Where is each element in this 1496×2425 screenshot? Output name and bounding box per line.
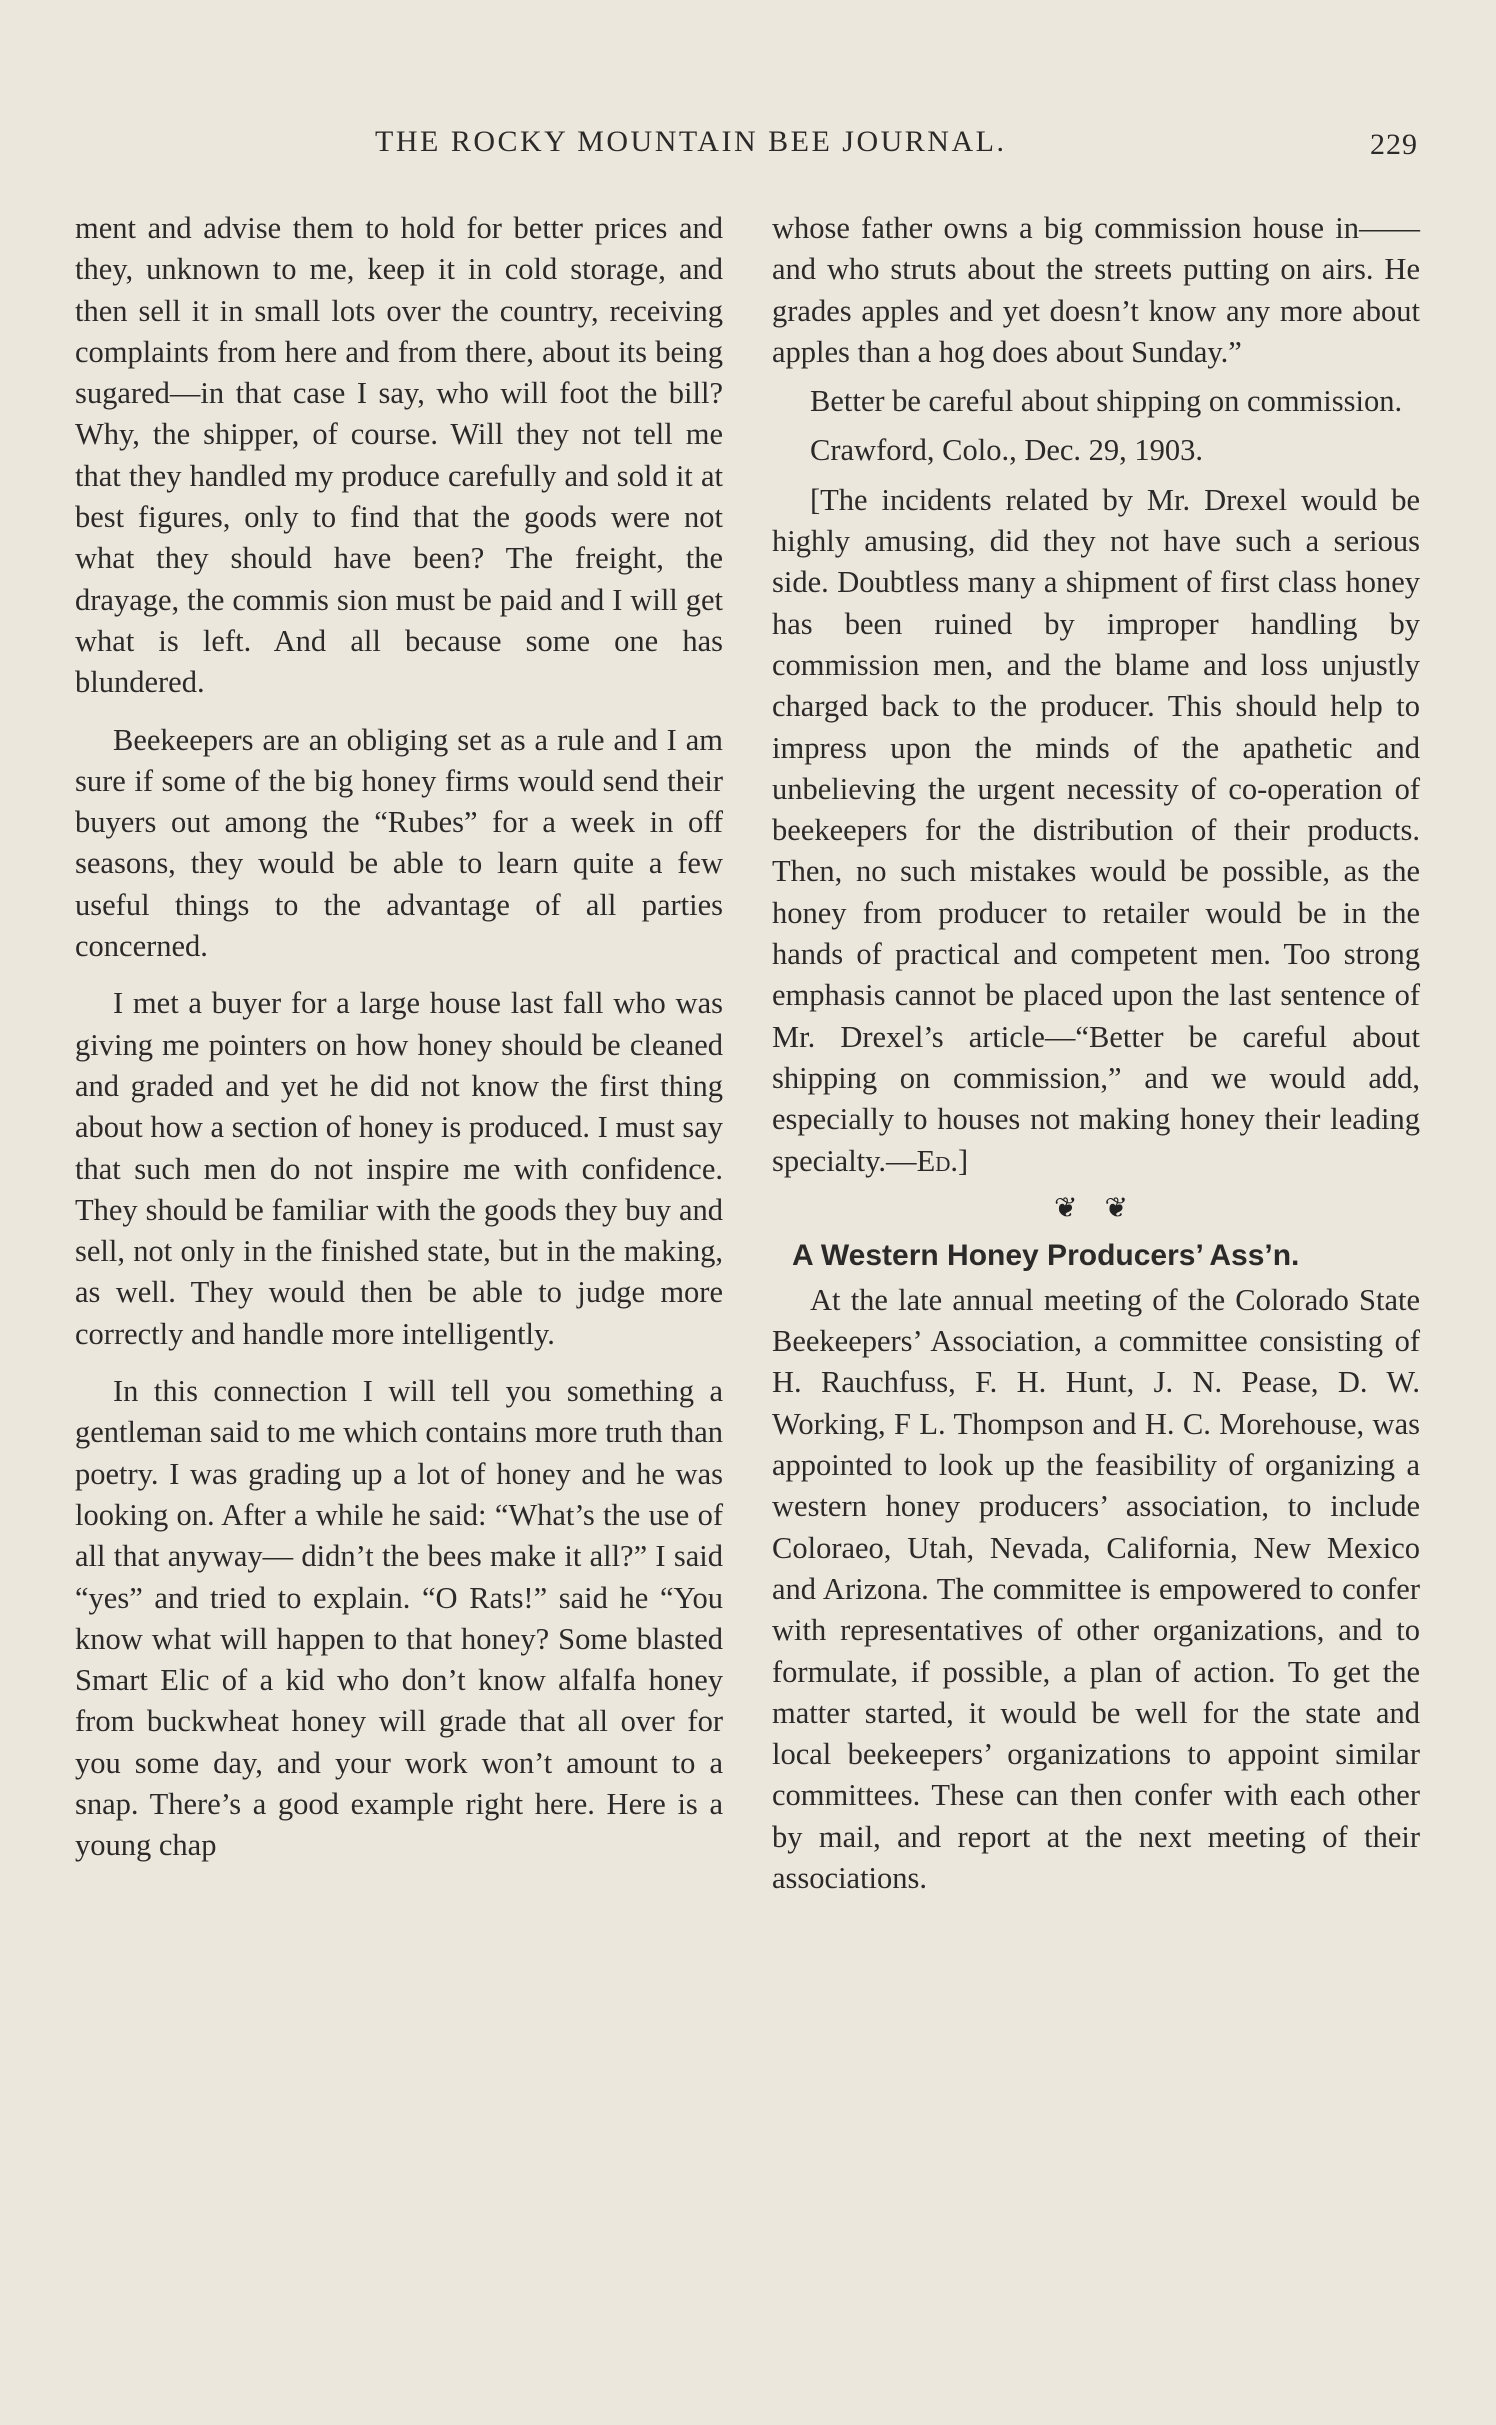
- left-column: [75, 208, 723, 1867]
- left-paragraph-2: Beekeepers are an obliging set as a rule and I am sure if some of the big honey firms would send their buyers out among the “Rubes” for a week in off seasons, they would be able to learn quite a few useful things to the advantage of all parties concerned.: [75, 722, 723, 964]
- left-paragraph-1: ment and advise them to hold for better prices and they, unknown to me, keep it in cold storage, and then sell it in small lots over the country, receiving complaints from here and from there, about its being sugared—in that case I say, who will foot the bill? Why, the shipper, of course. Will they not tell me that they handled my produce carefully and sold it at best figures, only to find that the goods were not what they should have been? The freight, the drayage, the commis sion must be paid and I will get what is left. And all because some one has blundered.: [75, 211, 723, 700]
- fleuron-ornament: ❦ ❦: [1054, 1192, 1138, 1224]
- right-paragraph-1: whose father owns a big commission house in——and who struts about the streets putting on airs. He grades apples and yet doesn’t know any more about apples than a hog does about Sunday.”: [772, 211, 1420, 369]
- left-paragraph-4: In this connection I will tell you something a gentleman said to me which contains more truth than poetry. I was grading up a lot of honey and he was looking on. After a while he said: “What’s the use of all that anyway— didn’t the bees make it all?” I said “yes” and tried to explain. “O Rats!” said he “You know what will happen to that honey? Some blasted Smart Elic of a kid who don’t know alfalfa honey from buckwheat honey will grade that all over for you some day, and your work won’t amount to a snap. There’s a good example right here. Here is a young chap: [75, 1374, 723, 1863]
- right-paragraph-2: Better be careful about shipping on commission.: [810, 384, 1403, 419]
- article-title: A Western Honey Producers’ Ass’n.: [792, 1238, 1300, 1272]
- article-body: At the late annual meeting of the Colorado State Beekeepers’ Association, a committee consisting of H. Rauchfuss, F. H. Hunt, J. N. Pease, D. W. Working, F L. Thompson and H. C. Morehouse, was appointed to look up the feasibility of organizing a western honey producers’ association, to include Coloraeo, Utah, Nevada, California, New Mexico and Arizona. The committee is empowered to confer with representatives of other organizations, and to formulate, if possible, a plan of action. To get the matter started, it would be well for the state and local beekeepers’ organizations to appoint similar committees. These can then confer with each other by mail, and report at the next meeting of their associations.: [772, 1282, 1420, 1895]
- editor-note-close: ]: [957, 1143, 969, 1178]
- editor-signature: Ed.: [916, 1143, 958, 1178]
- right-column: [772, 208, 1420, 1899]
- editor-note: [772, 480, 1420, 1182]
- left-paragraph-3: I met a buyer for a large house last fall who was giving me pointers on how honey should be cleaned and graded and yet he did not know the first thing about how a section of honey is produced. I must say that such men do not inspire me with confidence. They should be familiar with the goods they buy and sell, not only in the finished state, but in the making, as well. They would then be able to judge more correctly and handle more intelligently.: [75, 986, 723, 1351]
- running-head: THE ROCKY MOUNTAIN BEE JOURNAL.: [375, 125, 1007, 158]
- editor-note-text: [The incidents related by Mr. Drexel would be highly amusing, did they not have such a serious side. Doubtless many a shipment of first class honey has been ruined by improper handling by commission men, and the blame and loss unjustly charged back to the producer. This should help to impress upon the minds of the apathetic and unbelieving the urgent necessity of co-operation of beekeepers for the distribution of their products. Then, no such mistakes would be possible, as the honey from producer to retailer would be in the hands of practical and competent men. Too strong emphasis cannot be placed upon the last sentence of Mr. Drexel’s article—“Better be careful about shipping on commission,” and we would add, especially to houses not making honey their leading specialty.—: [772, 482, 1420, 1178]
- page-number: 229: [1370, 128, 1418, 161]
- dateline: Crawford, Colo., Dec. 29, 1903.: [810, 433, 1204, 468]
